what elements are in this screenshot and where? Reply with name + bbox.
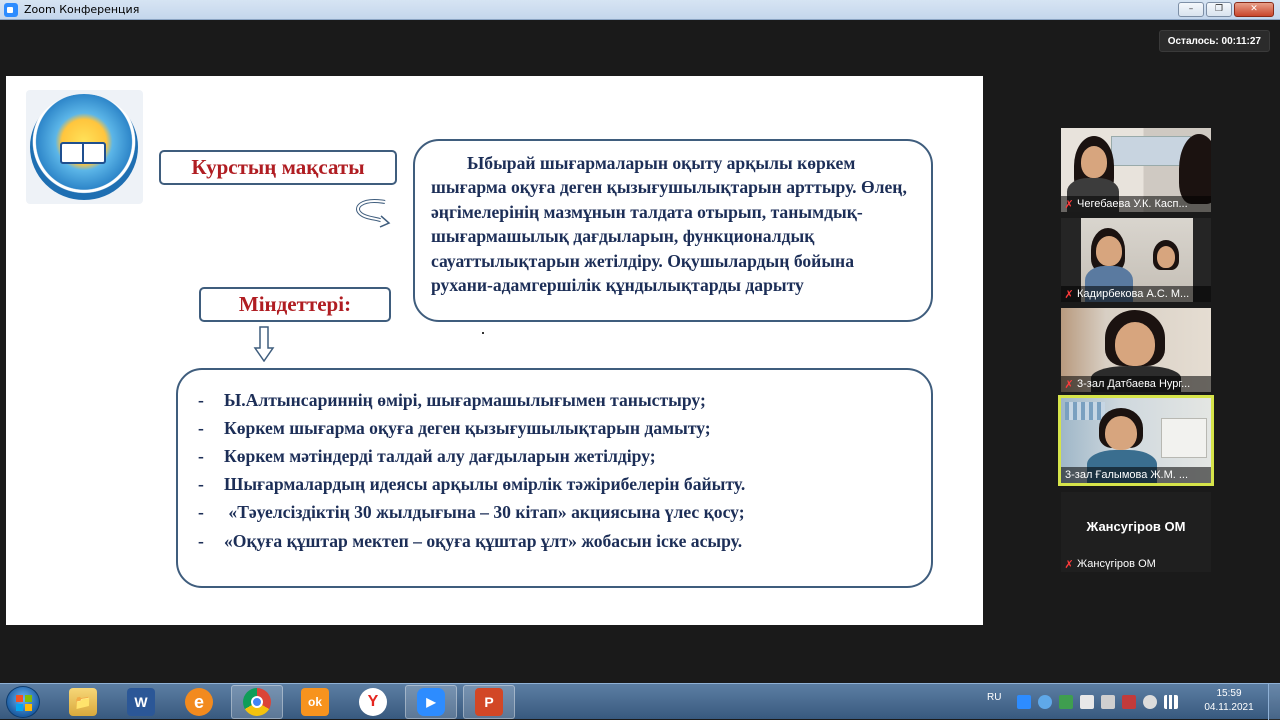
task-text: Көркем мәтіндерді талдай алу дағдыларын жетілдіру;	[224, 445, 656, 466]
task-text: «Оқуға құштар мектеп – оқуға құштар ұлт» жобасын іске асыру.	[224, 530, 743, 551]
window-controls	[1178, 2, 1274, 17]
word-icon: W	[127, 688, 155, 716]
task-text: Шығармалардың идеясы арқылы өмірлік тәжірибелерін байыту.	[224, 474, 746, 495]
participant-label	[1061, 196, 1211, 212]
participant-face	[1157, 246, 1175, 268]
school-logo	[26, 90, 143, 204]
taskbar-clock[interactable]	[1196, 687, 1262, 715]
chrome-icon	[243, 688, 271, 716]
taskbar-yandex[interactable]	[347, 685, 399, 719]
participant-face	[1096, 236, 1122, 266]
powerpoint-icon: P	[475, 688, 503, 716]
participant-face	[1115, 322, 1155, 366]
flag-tray-icon[interactable]	[1122, 695, 1136, 709]
task-text: Ы.Алтынсариннің өмірі, шығармашылығымен таныстыру;	[224, 389, 706, 410]
task-item	[178, 442, 931, 470]
taskbar-zoom[interactable]	[405, 685, 457, 719]
task-item	[178, 499, 931, 527]
chrome-center	[251, 696, 263, 708]
tasks-textbox	[176, 368, 933, 588]
meeting-area	[0, 21, 1280, 683]
window-title: Zoom Конференция	[24, 3, 140, 16]
task-dash: -	[198, 474, 204, 495]
close-button[interactable]: ✕	[1234, 2, 1274, 17]
taskbar-powerpoint[interactable]	[463, 685, 515, 719]
goal-textbox	[413, 139, 933, 322]
taskbar-file-explorer[interactable]	[57, 685, 109, 719]
yandex-icon: Y	[359, 688, 387, 716]
show-desktop-button[interactable]	[1268, 684, 1280, 720]
participant-label	[1061, 286, 1211, 302]
task-dash: -	[198, 445, 204, 466]
participant-name: 3-зал Ғалымова Ж.М. ...	[1065, 469, 1189, 481]
app-tray-icon[interactable]	[1059, 695, 1073, 709]
zoom-tray-icon[interactable]	[1017, 695, 1031, 709]
tasks-title: Міндеттері:	[199, 287, 391, 322]
task-dash: -	[198, 417, 204, 438]
meeting-timer: Осталось: 00:11:27	[1159, 30, 1270, 52]
language-indicator[interactable]: RU	[987, 692, 1002, 703]
participant-video-2[interactable]	[1061, 218, 1211, 302]
device-tray-icon[interactable]	[1080, 695, 1094, 709]
start-button[interactable]	[6, 686, 40, 718]
participant-name: Чегебаева У.К. Касп...	[1077, 198, 1188, 210]
browser-e-icon: e	[185, 688, 213, 716]
minimize-button[interactable]: –	[1178, 2, 1204, 17]
mic-muted-icon: ✗	[1064, 288, 1074, 301]
task-item	[178, 471, 931, 499]
window-titlebar[interactable]	[0, 0, 1280, 20]
taskbar-odnoklassniki[interactable]	[289, 685, 341, 719]
participant-label	[1061, 376, 1211, 392]
participant-name: Кадирбекова А.С. М...	[1077, 288, 1190, 300]
network-tray-icon[interactable]	[1038, 695, 1052, 709]
task-dash: -	[198, 530, 204, 551]
participant-hair	[1179, 134, 1211, 204]
restore-button[interactable]: ❐	[1206, 2, 1232, 17]
taskbar-browser[interactable]	[173, 685, 225, 719]
participant-display-name: Жансугіров ОМ	[1086, 519, 1186, 534]
task-item	[178, 414, 931, 442]
windows-logo-icon	[16, 695, 32, 711]
participant-video-3[interactable]	[1061, 308, 1211, 392]
mic-muted-icon: ✗	[1064, 558, 1074, 571]
curved-arrow-icon	[351, 196, 391, 232]
wall-decor	[1065, 402, 1105, 420]
participant-name: 3-зал Датбаева Нург...	[1077, 378, 1191, 390]
participant-label	[1061, 556, 1211, 572]
wall-board	[1161, 418, 1207, 458]
goal-title: Курстың мақсаты	[159, 150, 397, 185]
clock-time: 15:59	[1216, 688, 1242, 699]
odnoklassniki-icon: ok	[301, 688, 329, 716]
book-icon	[60, 142, 106, 164]
zoom-app-icon	[4, 3, 18, 17]
clock-date: 04.11.2021	[1204, 702, 1254, 713]
stray-dot	[482, 332, 484, 334]
goal-text: Ыбырай шығармаларын оқыту арқылы көркем шығарма оқуға деген қызығушылықтарын арттыру. Өлең, әңгімелерінің мазмұнын талдата отырып, танымдық-шығармашылық дағдыларын, функционалдық сауаттылықтарын жетілдіру. Оқушылардың бойына рухани-адамгершілік құндылықтарды дарыту	[431, 153, 907, 296]
down-arrow-icon	[253, 326, 275, 362]
participant-name: Жансүгіров ОМ	[1077, 558, 1156, 570]
task-item	[178, 386, 931, 414]
folder-icon: 📁	[69, 688, 97, 716]
participant-tile-5[interactable]	[1061, 492, 1211, 572]
mic-muted-icon: ✗	[1064, 198, 1074, 211]
participant-video-4-active-speaker[interactable]	[1058, 395, 1214, 486]
volume-tray-icon[interactable]	[1143, 695, 1157, 709]
usb-tray-icon[interactable]	[1101, 695, 1115, 709]
participant-video-1[interactable]	[1061, 128, 1211, 212]
signal-tray-icon[interactable]	[1164, 695, 1178, 709]
task-text: «Тәуелсіздіктің 30 жылдығына – 30 кітап» акциясына үлес қосу;	[224, 502, 745, 523]
task-dash: -	[198, 502, 204, 523]
participant-label	[1061, 467, 1211, 483]
shared-slide[interactable]	[6, 76, 983, 625]
participant-face	[1081, 146, 1107, 178]
participant-face	[1105, 416, 1137, 450]
mic-muted-icon: ✗	[1064, 378, 1074, 391]
task-text: Көркем шығарма оқуға деген қызығушылықтарын дамыту;	[224, 417, 711, 438]
taskbar-chrome[interactable]	[231, 685, 283, 719]
zoom-icon: ▶	[417, 688, 445, 716]
taskbar-word[interactable]	[115, 685, 167, 719]
task-item	[178, 527, 931, 555]
task-dash: -	[198, 389, 204, 410]
windows-taskbar	[0, 683, 1280, 719]
